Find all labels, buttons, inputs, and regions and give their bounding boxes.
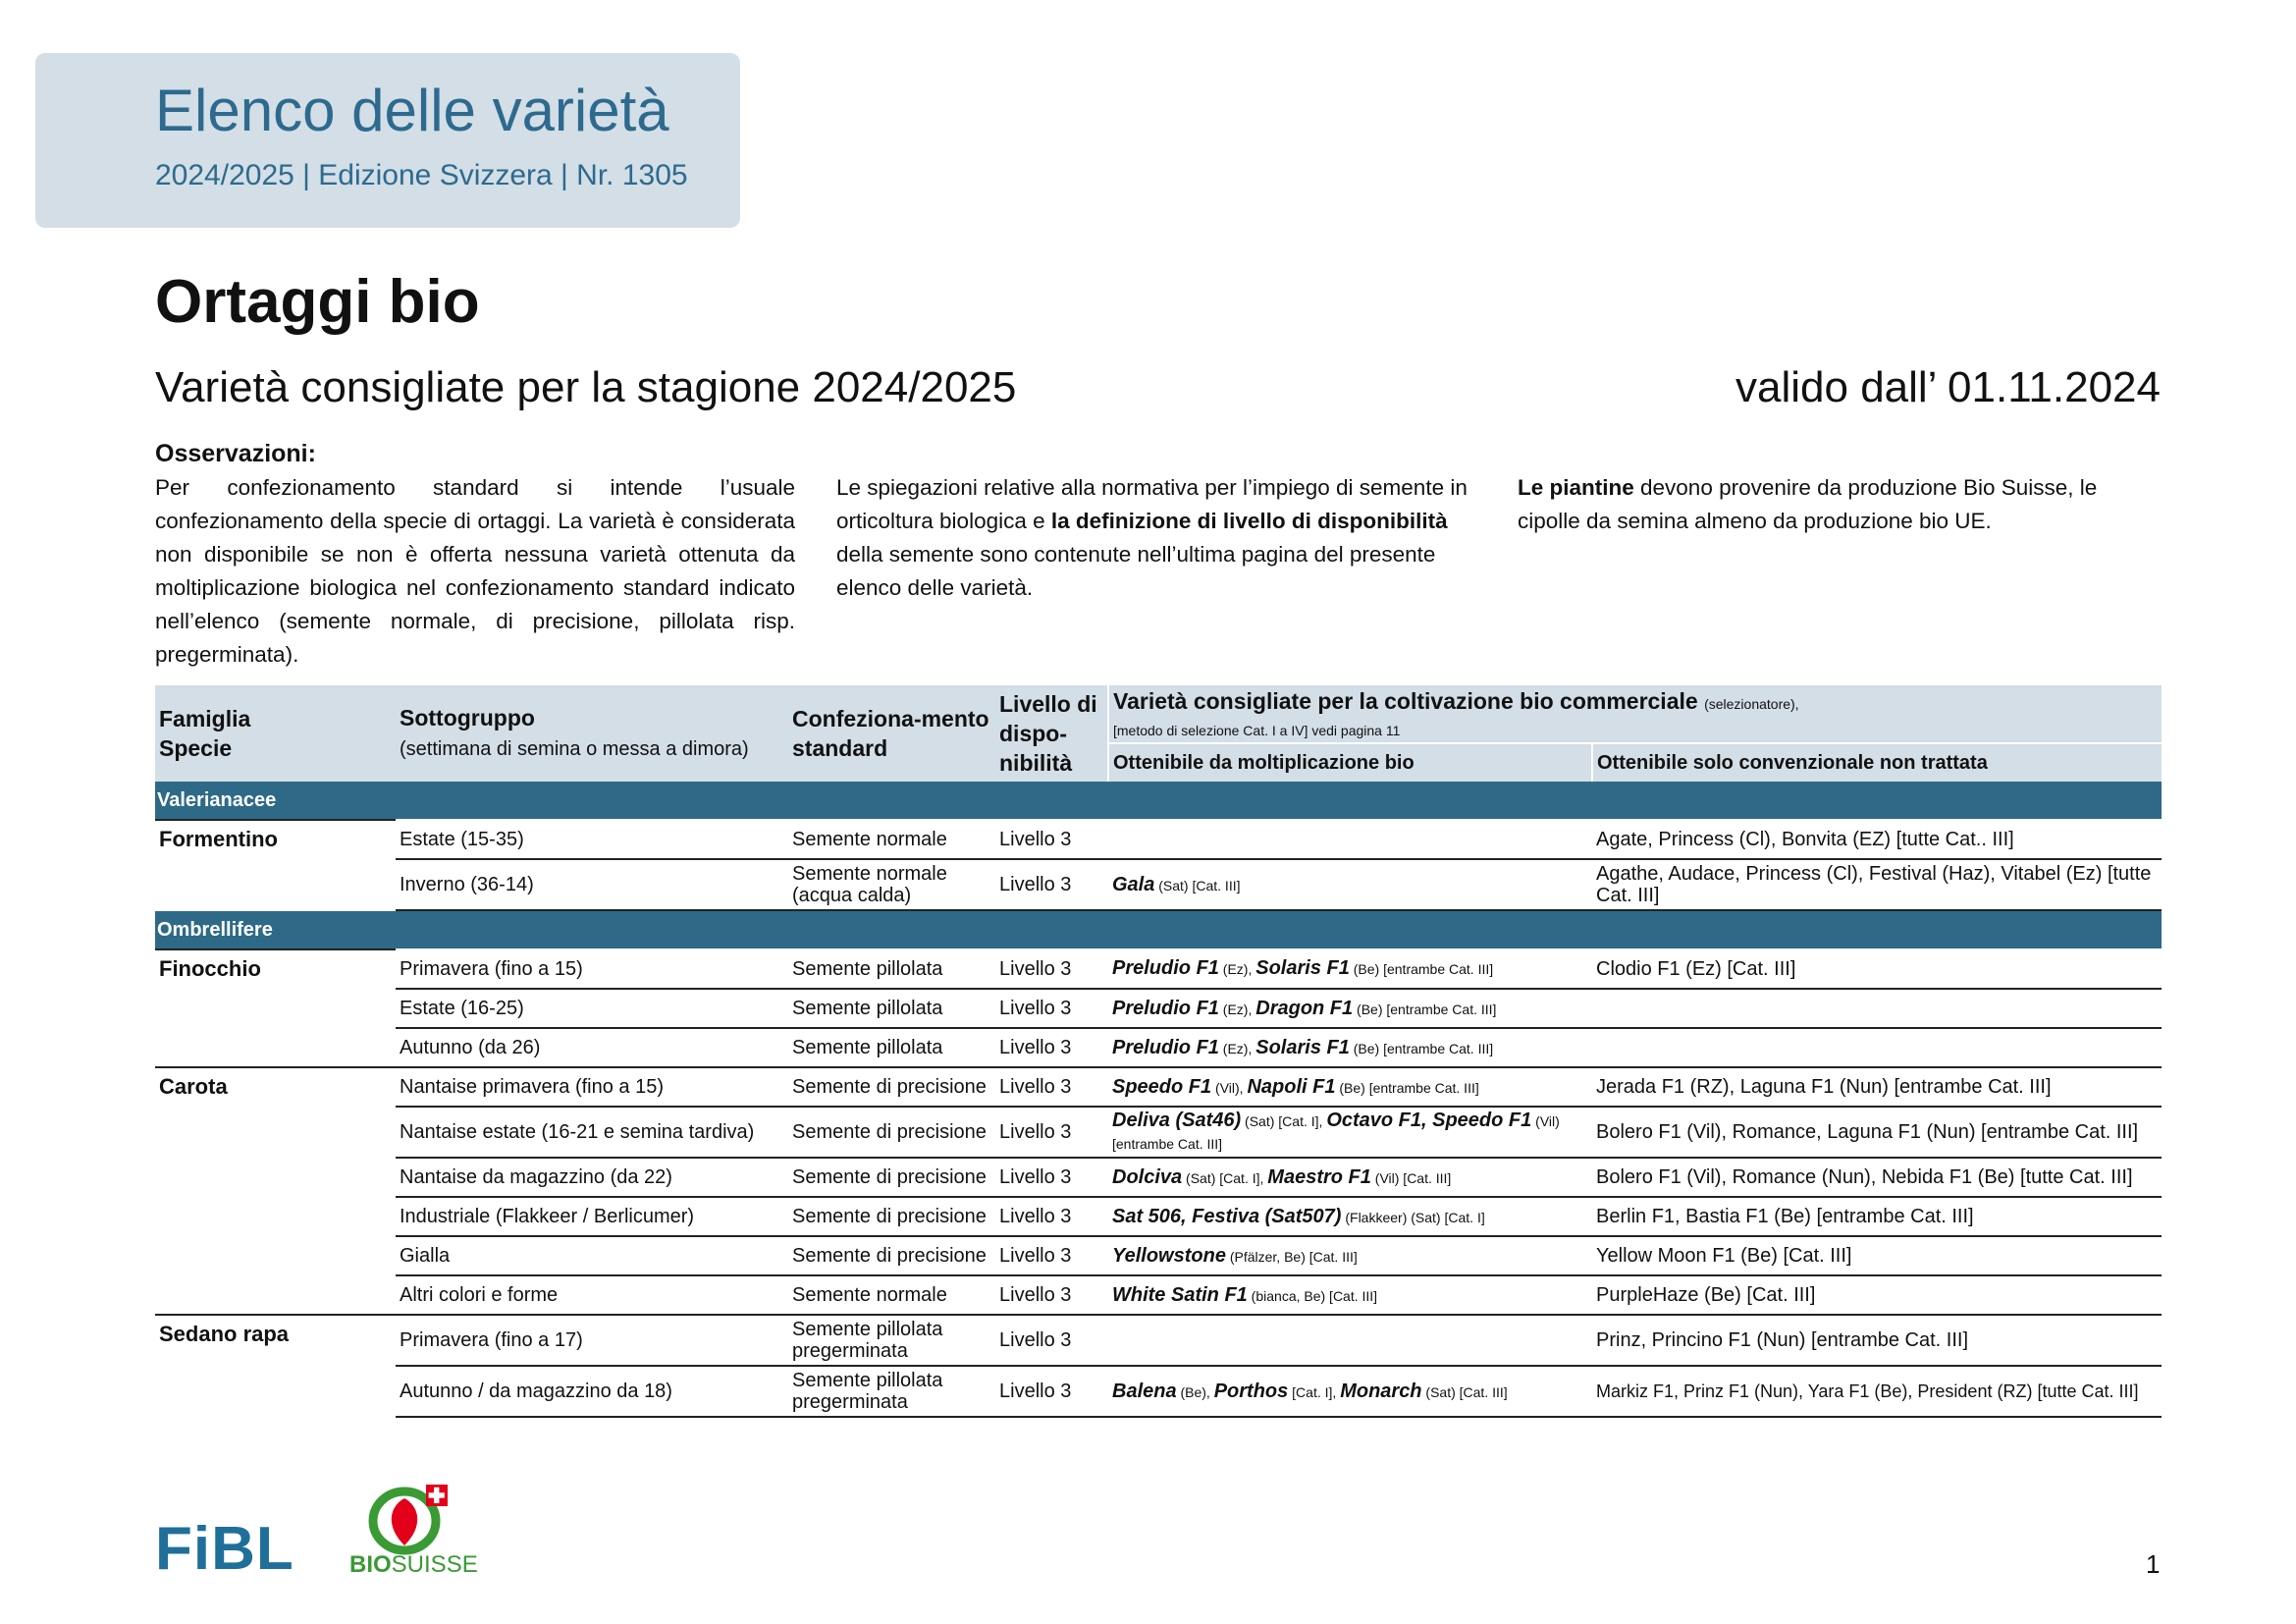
subgroup-cell: Nantaise primavera (fino a 15) [396,1067,788,1107]
level-cell: Livello 3 [995,989,1108,1028]
subgroup-cell: Autunno / da magazzino da 18) [396,1366,788,1417]
page-title: Ortaggi bio [155,268,480,336]
level-cell: Livello 3 [995,859,1108,910]
level-cell: Livello 3 [995,1366,1108,1417]
biosuisse-logo: BIOSUISSE [349,1551,478,1578]
conv-varieties-cell: Markiz F1, Prinz F1 (Nun), Yara F1 (Be), President (RZ) [tutte Cat. III] [1592,1366,2162,1417]
conv-varieties-cell: Bolero F1 (Vil), Romance (Nun), Nebida F1 (Be) [tutte Cat. III] [1592,1158,2162,1197]
conv-varieties-cell: Jerada F1 (RZ), Laguna F1 (Nun) [entrambe Cat. III] [1592,1067,2162,1107]
bio-varieties-cell: White Satin F1 (bianca, Be) [Cat. III] [1108,1275,1592,1315]
packaging-cell: Semente pillolata [788,989,995,1028]
subgroup-cell: Estate (15-35) [396,820,788,859]
subgroup-cell: Inverno (36-14) [396,859,788,910]
subgroup-cell: Primavera (fino a 15) [396,949,788,989]
conv-varieties-cell: PurpleHaze (Be) [Cat. III] [1592,1275,2162,1315]
bio-varieties-cell: Balena (Be), Porthos [Cat. I], Monarch (Sat) [Cat. III] [1108,1366,1592,1417]
bio-varieties-cell: Preludio F1 (Ez), Solaris F1 (Be) [entrambe Cat. III] [1108,949,1592,989]
header-box [35,53,740,228]
packaging-cell: Semente normale (acqua calda) [788,859,995,910]
packaging-cell: Semente pillolata [788,1028,995,1067]
species-carota: Carota [155,1067,396,1315]
bio-varieties-cell: Preludio F1 (Ez), Solaris F1 (Be) [entrambe Cat. III] [1108,1028,1592,1067]
packaging-cell: Semente di precisione [788,1107,995,1158]
species-sedano-rapa: Sedano rapa [155,1315,396,1417]
page-subtitle: Varietà consigliate per la stagione 2024/2025 [155,363,1017,411]
packaging-cell: Semente di precisione [788,1236,995,1275]
level-cell: Livello 3 [995,949,1108,989]
page-number: 1 [2146,1549,2161,1579]
document-edition: 2024/2025 | Edizione Svizzera | Nr. 1305 [155,159,688,191]
bio-varieties-cell: Dolciva (Sat) [Cat. I], Maestro F1 (Vil) [Cat. III] [1108,1158,1592,1197]
bio-varieties-cell: Deliva (Sat46) (Sat) [Cat. I], Octavo F1, Speedo F1 (Vil) [entrambe Cat. III] [1108,1107,1592,1158]
bio-varieties-cell: Yellowstone (Pfälzer, Be) [Cat. III] [1108,1236,1592,1275]
note-standard-packaging: Per confezionamento standard si intende l’usuale confezionamento della specie di ortaggi. La varietà è considerata non disponibile se non è offerta nessuna varietà ottenuta da moltiplicazione biologica nel confezionamento standard indicato nell’elenco (semente normale, di precisione, pillolata risp. pregerminata). [155,475,795,667]
packaging-cell: Semente normale [788,820,995,859]
bio-varieties-cell: Speedo F1 (Vil), Napoli F1 (Be) [entrambe Cat. III] [1108,1067,1592,1107]
fibl-logo: FiBL [155,1515,294,1583]
packaging-cell: Semente pillolata [788,949,995,989]
conv-varieties-cell: Agathe, Audace, Princess (Cl), Festival (Haz), Vitabel (Ez) [tutte Cat. III] [1592,859,2162,910]
subgroup-cell: Nantaise da magazzino (da 22) [396,1158,788,1197]
level-cell: Livello 3 [995,1275,1108,1315]
col-header-packaging: Confeziona-mento standard [788,685,995,782]
col-header-conventional: Ottenibile solo convenzionale non trattata [1592,743,2162,782]
packaging-cell: Semente pillolata pregerminata [788,1366,995,1417]
packaging-cell: Semente normale [788,1275,995,1315]
level-cell: Livello 3 [995,1107,1108,1158]
note-regulations: Le spiegazioni relative alla normativa per l’impiego di semente in orticoltura biologica e la definizione di livello di disponibilità della semente sono contenute nell’ultima pagina del presente elenco delle varietà. [836,475,1468,600]
packaging-cell: Semente di precisione [788,1158,995,1197]
col-header-varieties: Varietà consigliate per la coltivazione bio commerciale (selezionatore), [metodo di selezione Cat. I a IV] vedi pagina 11 [1108,685,2162,743]
col-header-family: Famiglia Specie [155,685,396,782]
col-header-availability: Livello di dispo-nibilità [995,685,1108,782]
conv-varieties-cell: Yellow Moon F1 (Be) [Cat. III] [1592,1236,2162,1275]
bio-varieties-cell [1108,1315,1592,1366]
document-title: Elenco delle varietà [155,78,669,143]
family-row-valerianacee: Valerianacee [155,782,2162,820]
level-cell: Livello 3 [995,1197,1108,1236]
variety-table [155,685,2162,1418]
packaging-cell: Semente pillolata pregerminata [788,1315,995,1366]
bio-varieties-cell [1108,820,1592,859]
bio-varieties-cell: Gala (Sat) [Cat. III] [1108,859,1592,910]
note-seedlings: Le piantine devono provenire da produzione Bio Suisse, le cipolle da semina almeno da produzione bio UE. [1518,475,2098,533]
col-header-bio: Ottenibile da moltiplicazione bio [1108,743,1592,782]
subgroup-cell: Industriale (Flakkeer / Berlicumer) [396,1197,788,1236]
packaging-cell: Semente di precisione [788,1067,995,1107]
level-cell: Livello 3 [995,1158,1108,1197]
conv-varieties-cell: Prinz, Princino F1 (Nun) [entrambe Cat. III] [1592,1315,2162,1366]
level-cell: Livello 3 [995,1236,1108,1275]
conv-varieties-cell [1592,1028,2162,1067]
family-row-ombrellifere: Ombrellifere [155,910,2162,949]
level-cell: Livello 3 [995,1067,1108,1107]
subgroup-cell: Altri colori e forme [396,1275,788,1315]
subgroup-cell: Nantaise estate (16-21 e semina tardiva) [396,1107,788,1158]
subgroup-cell: Gialla [396,1236,788,1275]
subgroup-cell: Estate (16-25) [396,989,788,1028]
level-cell: Livello 3 [995,820,1108,859]
conv-varieties-cell: Bolero F1 (Vil), Romance, Laguna F1 (Nun) [entrambe Cat. III] [1592,1107,2162,1158]
subgroup-cell: Primavera (fino a 17) [396,1315,788,1366]
packaging-cell: Semente di precisione [788,1197,995,1236]
conv-varieties-cell: Agate, Princess (Cl), Bonvita (EZ) [tutte Cat.. III] [1592,820,2162,859]
level-cell: Livello 3 [995,1315,1108,1366]
species-formentino: Formentino [155,820,396,910]
bio-varieties-cell: Preludio F1 (Ez), Dragon F1 (Be) [entrambe Cat. III] [1108,989,1592,1028]
notes-label: Osservazioni: [155,440,316,467]
validity-date: valido dall’ 01.11.2024 [1735,363,2161,411]
subgroup-cell: Autunno (da 26) [396,1028,788,1067]
col-header-subgroup: Sottogruppo (settimana di semina o messa a dimora) [396,685,788,782]
species-finocchio: Finocchio [155,949,396,1067]
conv-varieties-cell [1592,989,2162,1028]
conv-varieties-cell: Clodio F1 (Ez) [Cat. III] [1592,949,2162,989]
conv-varieties-cell: Berlin F1, Bastia F1 (Be) [entrambe Cat. III] [1592,1197,2162,1236]
level-cell: Livello 3 [995,1028,1108,1067]
bio-varieties-cell: Sat 506, Festiva (Sat507) (Flakkeer) (Sat) [Cat. I] [1108,1197,1592,1236]
